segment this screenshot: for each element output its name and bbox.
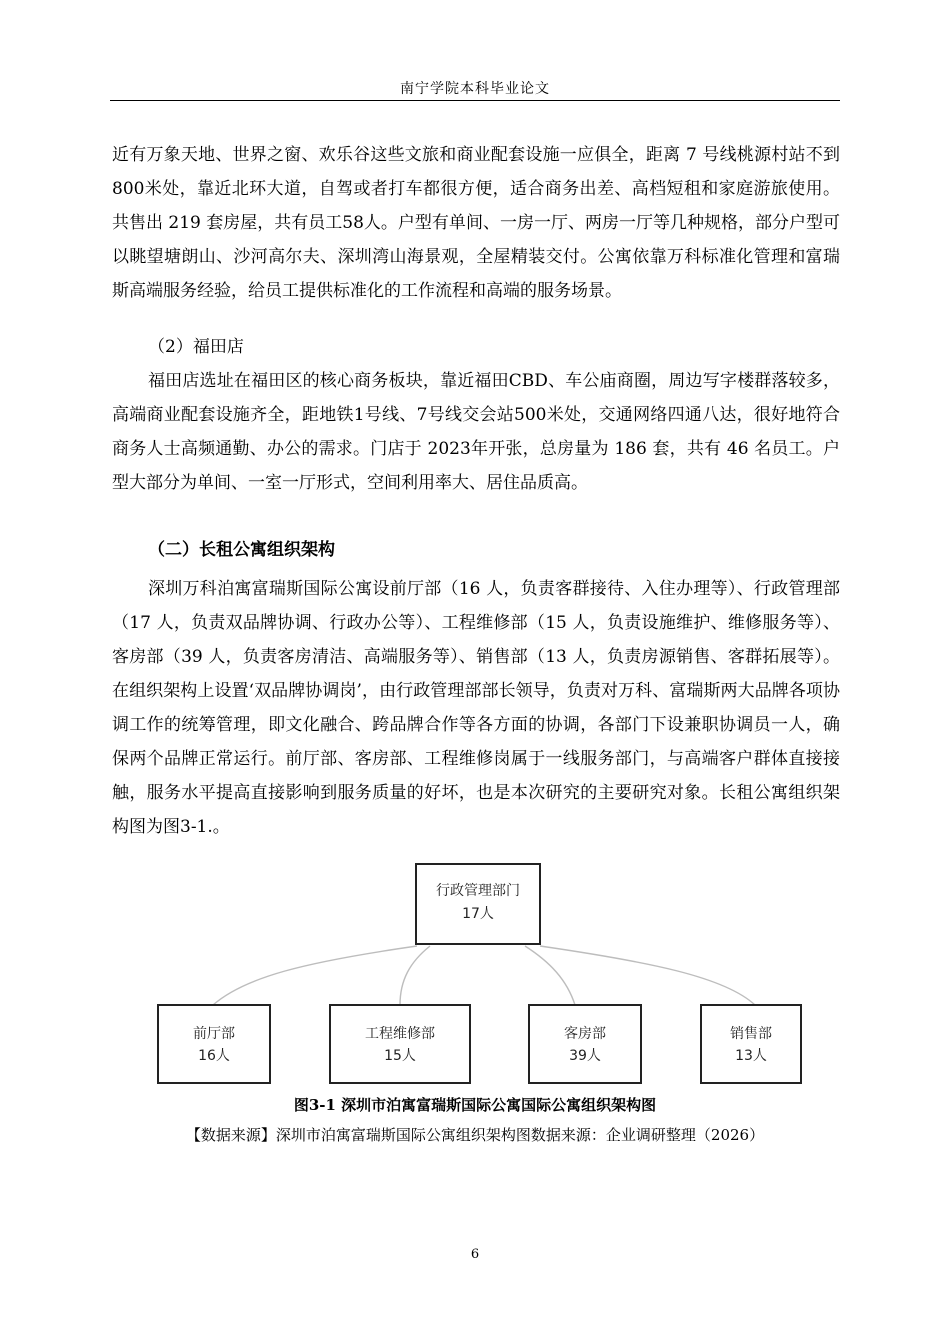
subsection-heading-futian: （2）福田店 — [148, 337, 244, 357]
org-chart — [155, 862, 805, 1086]
page-number: 6 — [470, 1247, 480, 1262]
org-node-frontdesk — [158, 1005, 270, 1083]
org-child-name: 前厅部 — [193, 1026, 235, 1042]
connector-engineering — [400, 946, 430, 1005]
org-child-name: 销售部 — [730, 1026, 772, 1042]
org-node-sales — [701, 1005, 801, 1083]
paragraph-org: 深圳万科泊寓富瑞斯国际公寓设前厅部（16 人，负责客群接待、入住办理等）、行政管理部（17 人，负责双品牌协调、行政办公等）、工程维修部（15 人，负责设施维护、维修服务等）、客房部（39 人，负责客房清洁、高端服务等）、销售部（13 人，负责房源销售、客群拓展等）。在组织架构上设置‘双品牌协调岗’，由行政管理部部长领导，负责对万科、富瑞斯两大品牌各项协调工作的统筹管理，即文化融合、跨品牌合作等各方面的协调，各部门下设兼职协调员一人，确保两个品牌正常运行。前厅部、客房部、工程维修岗属于一线服务部门，与高端客户群体直接接触，服务水平提高直接影响到服务质量的好坏，也是本次研究的主要研究对象。长租公寓组织架构图为图3-1.。 — [112, 579, 840, 837]
org-root-name: 行政管理部门 — [436, 883, 520, 899]
org-root-count: 17人 — [462, 906, 494, 922]
org-child-count: 15人 — [384, 1048, 416, 1064]
page-header: 南宁学院本科毕业论文 — [400, 81, 550, 97]
org-chart-svg — [155, 862, 805, 1086]
org-child-name: 工程维修部 — [365, 1026, 435, 1042]
org-node-engineering — [330, 1005, 470, 1083]
org-child-count: 13人 — [735, 1048, 767, 1064]
org-child-count: 16人 — [198, 1048, 230, 1064]
connector-housekeeping — [525, 946, 575, 1005]
connector-frontdesk — [213, 946, 417, 1005]
org-child-name: 客房部 — [564, 1026, 606, 1042]
paragraph-1: 近有万象天地、世界之窗、欢乐谷这些文旅和商业配套设施一应俱全，距离 7 号线桃源村站不到 800米处，靠近北环大道，自驾或者打车都很方便，适合商务出差、高档短租和家庭游旅使用。共售出 219 套房屋，共有员工58人。户型有单间、一房一厅、两房一厅等几种规格，部分户型可以眺望塘朗山、沙河高尔夫、深圳湾山海景观，全屋精装交付。公寓依靠万科标准化管理和富瑞斯高端服务经验，给员工提供标准化的工作流程和高端的服务场景。 — [112, 145, 840, 301]
org-child-count: 39人 — [569, 1048, 601, 1064]
figure-caption: 图3-1 深圳市泊寓富瑞斯国际公寓国际公寓组织架构图 — [293, 1096, 657, 1114]
header-rule — [110, 100, 840, 101]
figure-source: 【数据来源】深圳市泊寓富瑞斯国际公寓组织架构图数据来源：企业调研整理（2026） — [185, 1126, 765, 1144]
section-heading: （二）长租公寓组织架构 — [148, 540, 335, 560]
org-node-root — [416, 864, 540, 944]
org-node-housekeeping — [529, 1005, 641, 1083]
paragraph-futian: 福田店选址在福田区的核心商务板块，靠近福田CBD、车公庙商圈，周边写字楼群落较多，高端商业配套设施齐全，距地铁1号线、7号线交会站500米处，交通网络四通八达，很好地符合商务人士高频通勤、办公的需求。门店于 2023年开张，总房量为 186 套，共有 46 名员工。户型大部分为单间、一室一厅形式，空间利用率大、居住品质高。 — [112, 371, 840, 493]
